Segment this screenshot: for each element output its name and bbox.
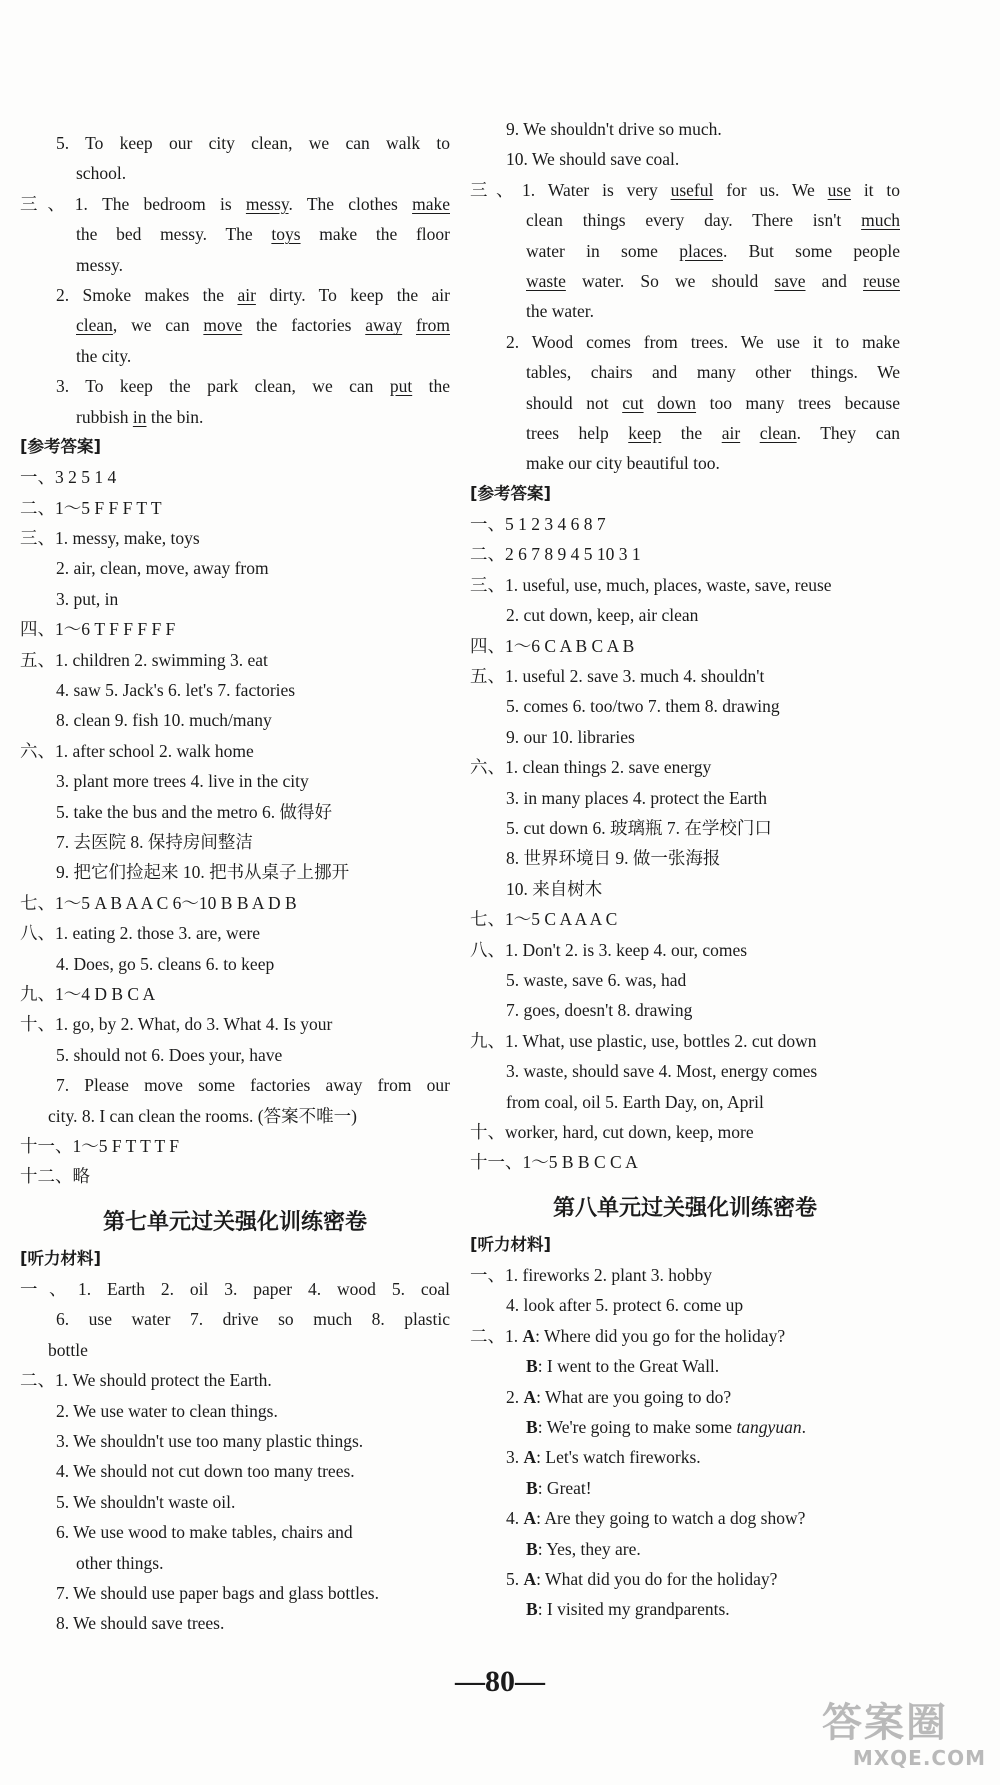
text-line: 三、1. useful, use, much, places, waste, save, reuse: [470, 574, 832, 595]
text-line: 四、1～6 C A B C A B: [470, 635, 635, 656]
text-line: the city.: [76, 345, 132, 366]
text-line: 十、1. go, by 2. What, do 3. What 4. Is your: [20, 1014, 333, 1035]
text-line: 4. A: Are they going to watch a dog show?: [506, 1508, 806, 1529]
text-line: 4. Does, go 5. cleans 6. to keep: [56, 953, 275, 974]
text-line: B: We're going to make some tangyuan.: [526, 1417, 806, 1438]
text-line: 七、1～5 A B A A C 6～10 B B A D B: [20, 892, 297, 913]
text-line: 5. waste, save 6. was, had: [506, 969, 687, 990]
text-line: 3. To keep the park clean, we can put the: [56, 376, 450, 397]
text-line: 6. use water 7. drive so much 8. plastic: [56, 1309, 450, 1330]
watermark-url: MXQE.COM: [852, 1746, 986, 1770]
text-line: 10. We should save coal.: [506, 149, 680, 170]
text-line: 四、1～6 T F F F F F: [20, 619, 176, 640]
watermark-text: 答案圈: [822, 1700, 948, 1746]
text-line: 一、1. Earth 2. oil 3. paper 4. wood 5. coal: [20, 1279, 450, 1300]
text-line: water in some places. But some people: [526, 240, 900, 261]
text-line: 5. take the bus and the metro 6. 做得好: [56, 801, 333, 822]
text-line: school.: [76, 163, 127, 184]
text-line: messy.: [76, 254, 123, 275]
text-line: 5. We shouldn't waste oil.: [56, 1491, 236, 1512]
text-line: 6. We use wood to make tables, chairs and: [56, 1522, 353, 1543]
text-line: 7. 去医院 8. 保持房间整洁: [56, 831, 253, 852]
text-line: B: I went to the Great Wall.: [526, 1356, 720, 1377]
text-line: 六、1. after school 2. walk home: [20, 740, 254, 761]
text-line: 5. To keep our city clean, we can walk to: [56, 133, 450, 153]
text-line: 9. our 10. libraries: [506, 726, 635, 747]
text-line: 2. air, clean, move, away from: [56, 558, 269, 579]
text-line: 一、5 1 2 3 4 6 8 7: [470, 514, 606, 535]
text-line: 十一、1～5 B B C C A: [470, 1152, 638, 1173]
text-line: 二、1～5 F F F T T: [20, 497, 162, 518]
text-line: the water.: [526, 301, 595, 322]
left-column: [20, 128, 450, 1639]
text-line: bottle: [48, 1339, 88, 1360]
text-line: 2. cut down, keep, air clean: [506, 605, 699, 626]
text-line: 7. Please move some factories away from our: [56, 1075, 450, 1096]
watermark-logo: [822, 1700, 992, 1780]
text-line: B: I visited my grandparents.: [526, 1599, 730, 1620]
text-line: 3. in many places 4. protect the Earth: [506, 787, 767, 808]
text-line: 三、1. The bedroom is messy. The clothes make: [20, 193, 450, 214]
text-line: 二、1. We should protect the Earth.: [20, 1370, 272, 1391]
text-line: 3. We shouldn't use too many plastic things.: [56, 1431, 364, 1452]
text-line: city. 8. I can clean the rooms. (答案不唯一): [48, 1105, 357, 1126]
text-line: 3. A: Let's watch fireworks.: [506, 1447, 701, 1468]
text-line: other things.: [76, 1552, 164, 1573]
text-line: 一、1. fireworks 2. plant 3. hobby: [470, 1265, 713, 1286]
text-line: 4. We should not cut down too many trees.: [56, 1461, 355, 1482]
text-line: should not cut down too many trees because: [526, 392, 900, 413]
text-line: 六、1. clean things 2. save energy: [470, 757, 712, 778]
text-line: 8. We should save trees.: [56, 1613, 225, 1634]
text-line: from coal, oil 5. Earth Day, on, April: [506, 1091, 764, 1112]
text-line: 七、1～5 C A A A C: [470, 909, 618, 930]
unit7-answer-key: [470, 509, 900, 1178]
text-line: 三、1. messy, make, toys: [20, 528, 200, 549]
text-line: B: Yes, they are.: [526, 1538, 641, 1559]
text-line: 五、1. useful 2. save 3. much 4. shouldn't: [470, 666, 765, 687]
text-line: the bed messy. The toys make the floor: [76, 224, 450, 245]
unit7-listening-material: [20, 1274, 450, 1639]
text-line: 二、1. A: Where did you go for the holiday?: [470, 1325, 786, 1346]
text-line: 3. waste, should save 4. Most, energy comes: [506, 1061, 818, 1082]
right-column: [470, 114, 900, 1625]
listening-heading: [听力材料]: [470, 1234, 552, 1254]
text-line: 7. We should use paper bags and glass bottles.: [56, 1582, 379, 1603]
text-line: 5. should not 6. Does your, have: [56, 1044, 283, 1065]
page-number: —80—: [455, 1665, 545, 1698]
text-line: 三、1. Water is very useful for us. We use it to: [470, 179, 900, 200]
text-line: 10. 来自树木: [506, 878, 603, 899]
text-line: 十二、略: [20, 1166, 90, 1187]
text-line: trees help keep the air clean. They can: [526, 422, 900, 443]
text-line: 4. saw 5. Jack's 6. let's 7. factories: [56, 680, 296, 701]
text-line: B: Great!: [526, 1477, 592, 1498]
text-line: tables, chairs and many other things. We: [526, 362, 900, 383]
answers-heading: [参考答案]: [470, 483, 552, 503]
text-line: 一、3 2 5 1 4: [20, 467, 117, 488]
text-line: 五、1. children 2. swimming 3. eat: [20, 649, 268, 670]
text-line: 9. 把它们捡起来 10. 把书从桌子上挪开: [56, 862, 350, 883]
unit8-title: 第八单元过关强化训练密卷: [552, 1195, 817, 1221]
text-line: clean, we can move the factories away from: [76, 315, 450, 336]
text-line: 九、1～4 D B C A: [20, 983, 156, 1004]
unit6-answer-key: [20, 462, 450, 1191]
text-line: 2. Wood comes from trees. We use it to make: [506, 331, 900, 352]
text-line: 八、1. eating 2. those 3. are, were: [20, 923, 261, 944]
text-line: 二、2 6 7 8 9 4 5 10 3 1: [470, 544, 641, 565]
text-line: clean things every day. There isn't much: [526, 210, 900, 231]
text-line: 4. look after 5. protect 6. come up: [506, 1295, 744, 1316]
listening-heading: [听力材料]: [20, 1248, 102, 1268]
unit7-title: 第七单元过关强化训练密卷: [102, 1209, 367, 1235]
text-line: waste water. So we should save and reuse: [526, 270, 900, 291]
text-line: 九、1. What, use plastic, use, bottles 2. cut down: [470, 1030, 817, 1051]
text-line: rubbish in the bin.: [76, 406, 204, 427]
text-line: 十一、1～5 F T T T F: [20, 1135, 180, 1156]
text-line: 9. We shouldn't drive so much.: [506, 119, 722, 139]
text-line: 十、worker, hard, cut down, keep, more: [470, 1121, 754, 1142]
text-line: 八、1. Don't 2. is 3. keep 4. our, comes: [470, 939, 748, 960]
text-line: 8. 世界环境日 9. 做一张海报: [506, 848, 721, 869]
text-line: 3. plant more trees 4. live in the city: [56, 771, 309, 792]
text-line: 7. goes, doesn't 8. drawing: [506, 1000, 693, 1021]
text-line: 5. cut down 6. 玻璃瓶 7. 在学校门口: [506, 817, 772, 838]
text-line: 3. put, in: [56, 588, 119, 609]
unit7-reading-answers: [470, 114, 900, 479]
text-line: 2. Smoke makes the air dirty. To keep the air: [56, 284, 450, 305]
unit6-reading-answers: [20, 128, 450, 432]
unit8-listening-material: [470, 1260, 900, 1625]
text-line: 8. clean 9. fish 10. much/many: [56, 710, 272, 731]
answers-heading: [参考答案]: [20, 436, 102, 456]
text-line: 5. comes 6. too/two 7. them 8. drawing: [506, 696, 780, 717]
text-line: 5. A: What did you do for the holiday?: [506, 1568, 778, 1589]
text-line: 2. A: What are you going to do?: [506, 1386, 732, 1407]
text-line: 2. We use water to clean things.: [56, 1400, 278, 1421]
text-line: make our city beautiful too.: [526, 453, 720, 474]
